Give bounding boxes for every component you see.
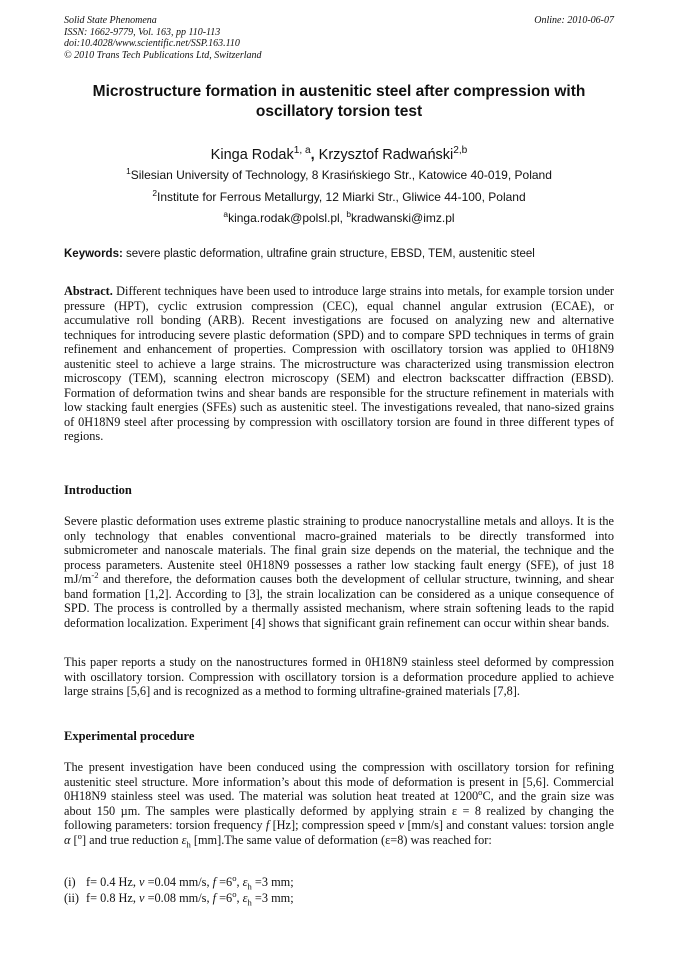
unit-exponent: -2 <box>91 569 99 580</box>
abstract <box>64 284 614 444</box>
affiliation-sup: 1 <box>126 166 131 176</box>
list-item <box>64 872 614 892</box>
list-text: =6 <box>216 875 233 889</box>
email-line <box>40 211 638 226</box>
affiliation-sup: 2 <box>152 188 158 198</box>
list-label: (i) <box>64 875 76 889</box>
paragraph-text: [mm].The same value of deformation (ε=8) was reached for: <box>190 832 492 847</box>
paragraph-text: and therefore, the deformation causes both the development of cellular structure, twinning, and shear band formation [1,2]. According to [3], the strain localization can be considered as a unique consequence of SPD. The process is controlled by a thermally assisted mechanism, where strain softening leads to the rapid deformation localization. Experiment [4] shows that significant grain refinement can occur within shear bands. <box>64 572 614 630</box>
paragraph-text: ] and true reduction <box>81 832 182 847</box>
author-affil-sup: 1, a <box>293 145 311 157</box>
affiliation <box>40 168 638 183</box>
paragraph-text: The present investigation have been conduced using the compression with oscillatory torsion for refining austenitic steel structure. More information’s about this mode of deformation is present in [5,6]. Commercial 0H18N9 stainless steel was used. The material was solution heat treated at 1200 <box>64 760 614 803</box>
paragraph-text: C, and the grain size was about 150 µm. The samples were plastically deformed by applying strain ε = 8 realized by changing the following parameters: torsion frequency <box>64 789 614 832</box>
degree-sup: o <box>478 786 483 797</box>
list-text: =3 mm; <box>251 891 294 905</box>
abstract-label: Abstract. <box>64 284 113 298</box>
list-label: (ii) <box>64 891 80 905</box>
section-heading-experimental: Experimental procedure <box>64 729 195 743</box>
affiliation-text: Institute for Ferrous Metallurgy, 12 Miarki Str., Gliwice 44-100, Poland <box>157 190 526 204</box>
paper-title: Microstructure formation in austenitic steel after compression with oscillatory torsion test <box>92 83 586 120</box>
symbol-sub: h <box>186 838 191 849</box>
symbol: f <box>212 875 217 889</box>
affiliation-text: Silesian University of Technology, 8 Krasińskiego Str., Katowice 40-019, Poland <box>130 168 552 182</box>
list-text: , <box>236 891 243 905</box>
keywords <box>64 247 624 261</box>
online-date: Online: 2010-06-07 <box>534 15 614 26</box>
author-name: Kinga Rodak <box>210 147 294 163</box>
email-sup: b <box>346 209 352 219</box>
symbol: ε <box>181 832 187 847</box>
author-affil-sup: 2,b <box>453 145 468 157</box>
keywords-label: Keywords: <box>64 248 123 260</box>
journal-issn: ISSN: 1662-9779, Vol. 163, pp 110-113 <box>64 26 221 38</box>
paragraph-text: [mm/s] and constant values: torsion angle <box>404 818 614 832</box>
keywords-text: severe plastic deformation, ultrafine grain structure, EBSD, TEM, austenitic steel <box>122 248 535 260</box>
paragraph-text: [ <box>70 832 78 847</box>
symbol-sub: h <box>247 881 252 892</box>
author-name: Krzysztof Radwański <box>314 147 454 163</box>
journal-name: Solid State Phenomena <box>64 15 157 26</box>
symbol: v <box>139 875 145 889</box>
email-separator: , <box>339 211 347 225</box>
introduction-paragraph: This paper reports a study on the nanostructures formed in 0H18N9 stainless steel deformed by compression with oscillatory torsion. Compression with oscillatory torsion is a deformation procedure applied to achieve large strains [5,6] and is recognized as a method to forming ultrafine-grained materials [7,8]. <box>64 655 614 698</box>
degree-sup: o <box>232 888 237 899</box>
list-text: =0.08 mm/s, <box>144 891 213 905</box>
author-line <box>64 146 614 164</box>
author-separator: , <box>310 147 315 163</box>
list-item <box>64 888 614 908</box>
experimental-paragraph <box>64 760 614 847</box>
affiliation <box>40 190 638 205</box>
email-link[interactable]: kradwanski@imz.pl <box>351 211 455 225</box>
list-text: f= 0.8 Hz, <box>86 891 140 905</box>
section-heading-introduction: Introduction <box>64 483 132 497</box>
abstract-text: Different techniques have been used to introduce large strains into metals, for example torsion under pressure (HPT), cyclic extrusion compression (CEC), equal channel angular extrusion (ECAE), or accumulative roll bonding (ARB). Recent investigations are focused on analyzing new and alternative techniques for introducing severe plastic deformation (SPD) and to compare SPD techniques in terms of grain refinement and enhancement of properties. Compression with oscillatory torsion was applied to 0H18N9 austenitic steel to achieve a large strains. The microstructure was characterized using transmission electron microscopy (TEM), scanning electron microscopy (SEM) and electron backscatter diffraction (EBSD). Formation of deformation twins and shear bands are responsible for the structure refinement in materials with low stacking fault energies (SFEs) such as austenitic steel. The investigations revealed, that nano-sized grains of 0H18N9 steel after processing by compression with oscillatory torsion are found in three different types of regions. <box>64 284 614 443</box>
journal-doi: doi:10.4028/www.scientific.net/SSP.163.110 <box>64 38 240 49</box>
journal-header <box>64 15 262 61</box>
paragraph-text: Severe plastic deformation uses extreme plastic straining to produce nanocrystalline metals and alloys. It is the only technology that enables conventional macro-grained materials to be directly transformed into submicrometer and nanoscale materials. The final grain size depends on the material, the technique and the process parameters. Austenite steel 0H18N9 possesses a rather low stacking fault energy (SFE), of just 18 mJ/m <box>64 514 614 586</box>
list-text: f= 0.4 Hz, <box>86 875 140 889</box>
degree-sup: o <box>232 872 237 883</box>
list-text: =3 mm; <box>251 875 294 889</box>
symbol: ε <box>242 891 248 905</box>
email-sup: a <box>223 209 229 219</box>
introduction-paragraph <box>64 514 614 630</box>
symbol: ε <box>242 875 248 889</box>
degree-sup: o <box>77 830 82 841</box>
symbol: v <box>139 891 145 905</box>
list-text: =0.04 mm/s, <box>144 875 213 889</box>
journal-copyright: © 2010 Trans Tech Publications Ltd, Switzerland <box>64 49 262 61</box>
symbol: f <box>212 891 217 905</box>
paragraph-text: [Hz]; compression speed <box>269 818 399 832</box>
email-link[interactable]: kinga.rodak@polsl.pl <box>228 211 340 225</box>
symbol: α <box>64 832 71 847</box>
symbol-sub: h <box>247 897 252 908</box>
list-text: =6 <box>216 891 233 905</box>
symbol: v <box>398 818 405 832</box>
list-text: , <box>236 875 243 889</box>
symbol: f <box>265 818 270 832</box>
